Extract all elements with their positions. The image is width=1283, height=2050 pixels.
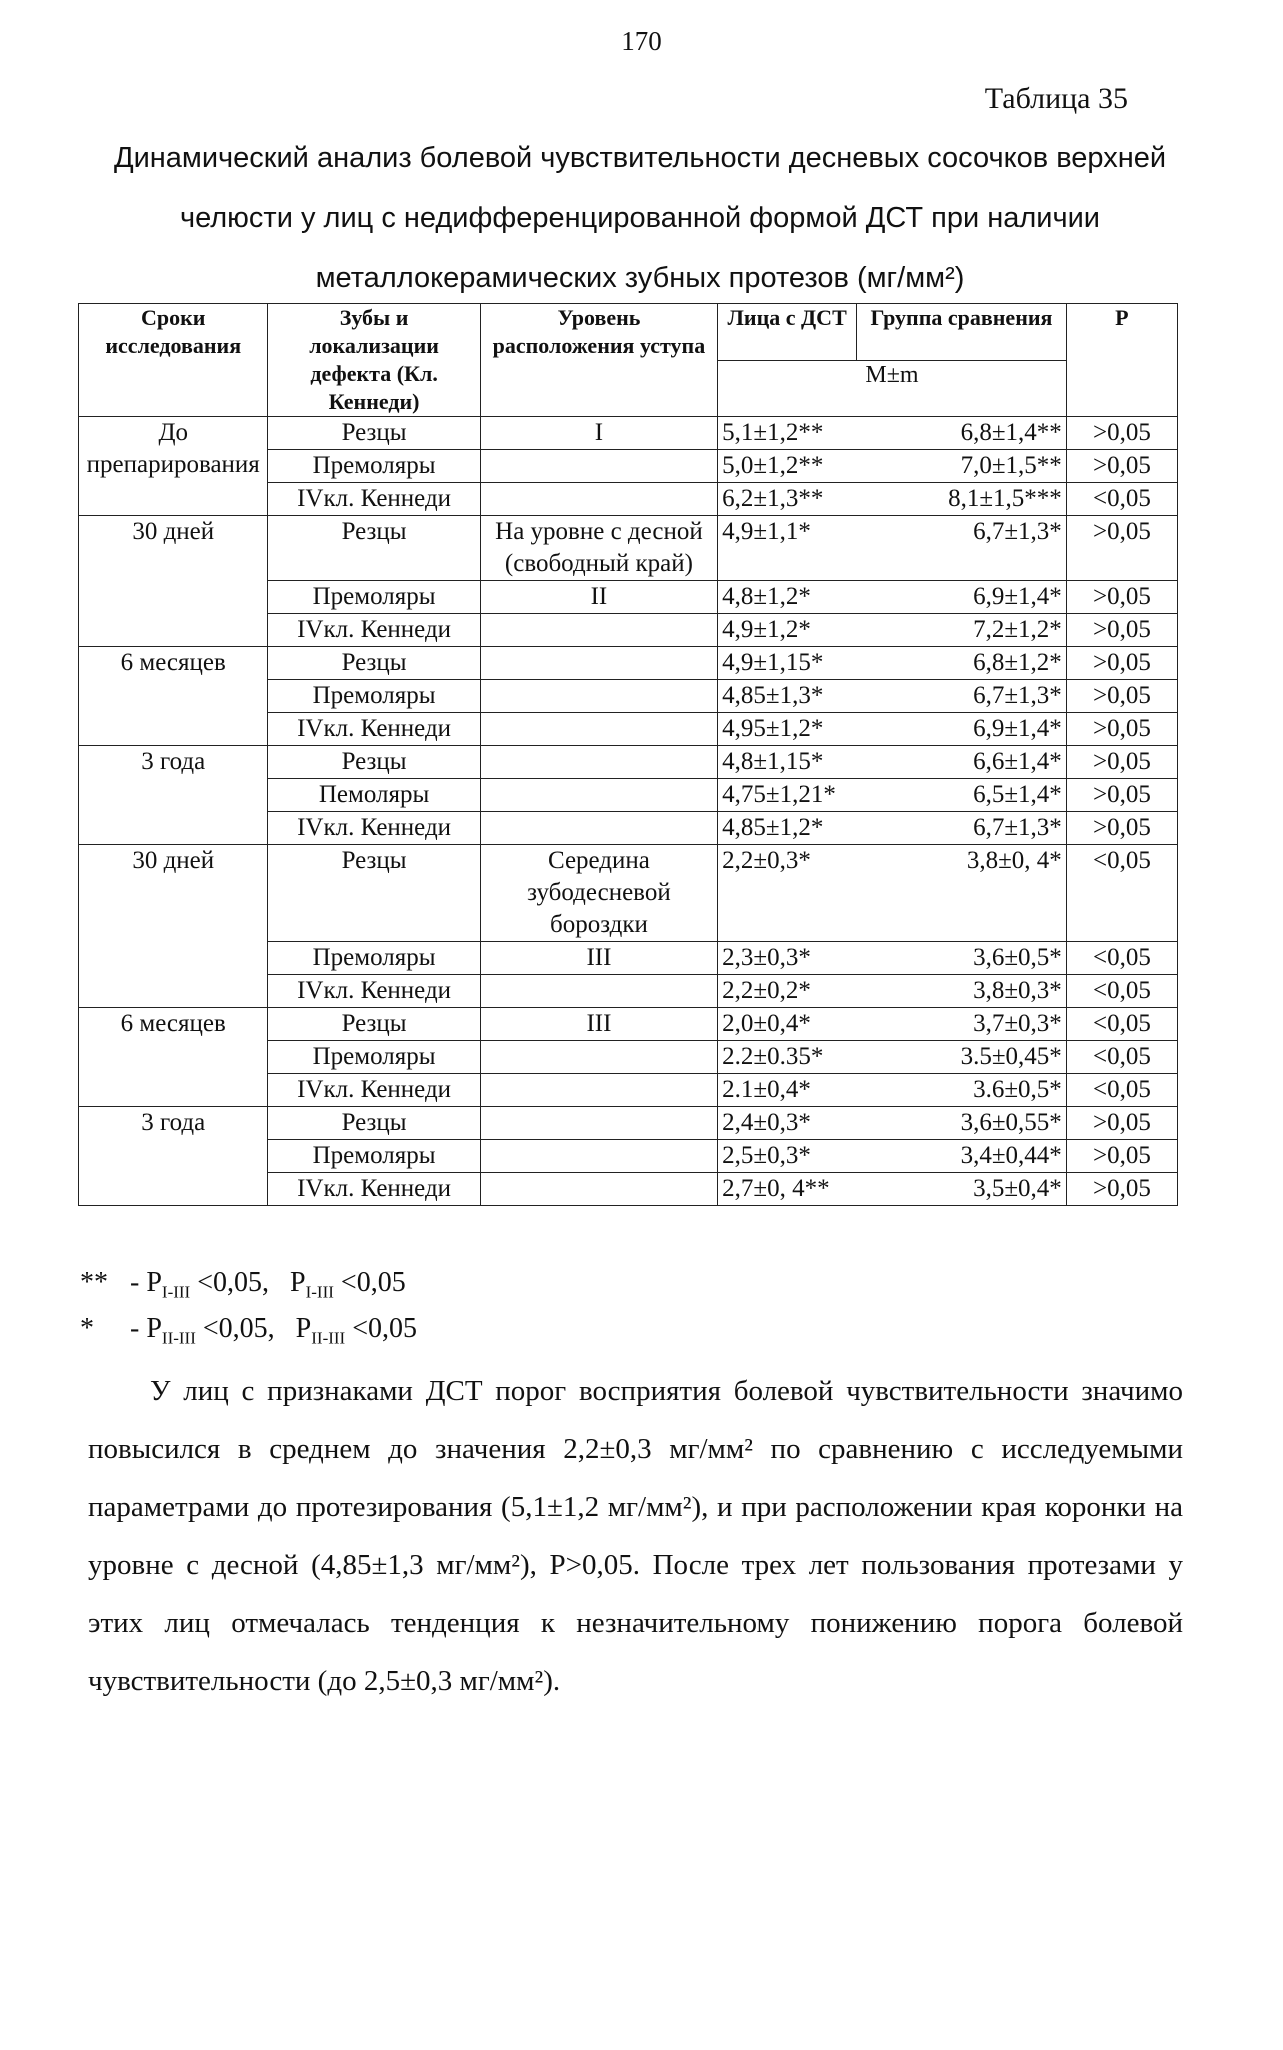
- cell-cmp: 6,5±1,4*: [857, 779, 1067, 812]
- cell-level: [480, 779, 717, 812]
- cell-p: >0,05: [1066, 614, 1177, 647]
- cell-teeth: Резцы: [268, 647, 480, 680]
- table-row: [79, 845, 1178, 942]
- footnote-sub: II-III: [161, 1328, 196, 1348]
- cell-level: [480, 1173, 717, 1206]
- cell-p: >0,05: [1066, 647, 1177, 680]
- cell-cmp: 3,6±0,5*: [857, 942, 1067, 975]
- cell-dst: 5,1±1,2**: [718, 417, 857, 450]
- cell-teeth: IVкл. Кеннеди: [268, 1074, 480, 1107]
- cell-level: [480, 1041, 717, 1074]
- cell-level: [480, 614, 717, 647]
- cell-teeth: Премоляры: [268, 1041, 480, 1074]
- cell-dst: 2.2±0.35*: [718, 1041, 857, 1074]
- footnote-text: <0,05,: [195, 1312, 275, 1344]
- cell-cmp: 3,6±0,55*: [857, 1107, 1067, 1140]
- cell-teeth: Премоляры: [268, 1140, 480, 1173]
- cell-dst: 4,8±1,15*: [718, 746, 857, 779]
- footnote-mark: **: [80, 1267, 108, 1298]
- cell-period: 3 года: [79, 1107, 268, 1206]
- cell-level: [480, 812, 717, 845]
- cell-dst: 2,2±0,3*: [718, 845, 857, 942]
- cell-dst: 6,2±1,3**: [718, 483, 857, 516]
- cell-level: Середина зубодесневой бороздки: [480, 845, 717, 942]
- cell-level: I: [480, 417, 717, 450]
- cell-p: >0,05: [1066, 812, 1177, 845]
- cell-p: >0,05: [1066, 680, 1177, 713]
- footnote-single-star: [80, 1311, 417, 1357]
- cell-level: [480, 713, 717, 746]
- cell-p: >0,05: [1066, 779, 1177, 812]
- cell-p: <0,05: [1066, 845, 1177, 942]
- cell-p: <0,05: [1066, 1008, 1177, 1041]
- footnote-sub: I-III: [161, 1282, 191, 1302]
- cell-dst: 4,75±1,21*: [718, 779, 857, 812]
- cell-cmp: 3.6±0,5*: [857, 1074, 1067, 1107]
- cell-cmp: 6,8±1,4**: [857, 417, 1067, 450]
- cell-dst: 4,95±1,2*: [718, 713, 857, 746]
- table-row: [79, 1107, 1178, 1140]
- cell-p: >0,05: [1066, 713, 1177, 746]
- cell-period: 6 месяцев: [79, 647, 268, 746]
- header-level: Уровень расположения уступа: [480, 304, 717, 417]
- cell-p: >0,05: [1066, 417, 1177, 450]
- cell-dst: 2,0±0,4*: [718, 1008, 857, 1041]
- cell-cmp: 6,7±1,3*: [857, 680, 1067, 713]
- table-row: [79, 746, 1178, 779]
- cell-dst: 4,85±1,2*: [718, 812, 857, 845]
- cell-cmp: 6,7±1,3*: [857, 812, 1067, 845]
- cell-dst: 2,3±0,3*: [718, 942, 857, 975]
- cell-p: <0,05: [1066, 483, 1177, 516]
- cell-teeth: Резцы: [268, 1107, 480, 1140]
- cell-p: >0,05: [1066, 746, 1177, 779]
- footnote-sub: I-III: [305, 1282, 334, 1302]
- cell-cmp: 6,6±1,4*: [857, 746, 1067, 779]
- table-row: [79, 417, 1178, 450]
- body-paragraph: У лиц с признаками ДСТ порог восприятия болевой чувствительности значимо повысился в среднем до значения 2,2±0,3 мг/мм² по сравнению с исследуемыми параметрами до протезирования (5,1±1,2 мг/мм²), и при расположении края коронки на уровне с десной (4,85±1,3 мг/мм²), P>0,05. После трех лет пользования протезами у этих лиц отмечалась тенденция к незначительному понижению порога болевой чувствительности (до 2,5±0,3 мг/мм²).: [88, 1375, 1183, 1697]
- cell-level: [480, 975, 717, 1008]
- cell-cmp: 7,0±1,5**: [857, 450, 1067, 483]
- cell-p: >0,05: [1066, 516, 1177, 581]
- cell-dst: 5,0±1,2**: [718, 450, 857, 483]
- cell-teeth: Премоляры: [268, 942, 480, 975]
- cell-dst: 4,9±1,1*: [718, 516, 857, 581]
- footnote-text: - P: [130, 1267, 162, 1298]
- cell-cmp: 6,7±1,3*: [857, 516, 1067, 581]
- cell-cmp: 3,4±0,44*: [857, 1140, 1067, 1173]
- cell-level: [480, 1140, 717, 1173]
- cell-period: 30 дней: [79, 516, 268, 647]
- cell-teeth: IVкл. Кеннеди: [268, 614, 480, 647]
- cell-p: >0,05: [1066, 1107, 1177, 1140]
- cell-level: На уровне с десной (свободный край): [480, 516, 717, 581]
- cell-p: >0,05: [1066, 1173, 1177, 1206]
- table-row: [79, 1008, 1178, 1041]
- cell-level: III: [480, 1008, 717, 1041]
- header-period: Сроки исследования: [79, 304, 268, 417]
- footnote-sub: II-III: [311, 1328, 346, 1348]
- cell-teeth: Резцы: [268, 1008, 480, 1041]
- footnote-text: <0,05: [345, 1312, 418, 1344]
- footnote-text: <0,05,: [190, 1267, 270, 1298]
- cell-cmp: 6,9±1,4*: [857, 581, 1067, 614]
- header-cmp: Группа сравнения: [857, 304, 1067, 361]
- cell-p: >0,05: [1066, 1140, 1177, 1173]
- cell-dst: 4,85±1,3*: [718, 680, 857, 713]
- cell-period: До препарирования: [79, 417, 268, 516]
- table-row: [79, 516, 1178, 581]
- cell-cmp: 3.5±0,45*: [857, 1041, 1067, 1074]
- header-p: P: [1066, 304, 1177, 417]
- cell-p: <0,05: [1066, 1041, 1177, 1074]
- cell-level: [480, 1107, 717, 1140]
- cell-p: <0,05: [1066, 1074, 1177, 1107]
- header-dst: Лица с ДСТ: [718, 304, 857, 361]
- cell-teeth: Премоляры: [268, 680, 480, 713]
- cell-period: 30 дней: [79, 845, 268, 1008]
- cell-teeth: Резцы: [268, 845, 480, 942]
- footnotes: [80, 1265, 417, 1356]
- cell-cmp: 6,8±1,2*: [857, 647, 1067, 680]
- cell-teeth: Резцы: [268, 516, 480, 581]
- cell-p: <0,05: [1066, 975, 1177, 1008]
- cell-level: [480, 746, 717, 779]
- footnote-text: - P: [130, 1312, 162, 1344]
- footnote-text: P: [290, 1267, 306, 1298]
- cell-level: [480, 483, 717, 516]
- header-teeth: Зубы и локализации дефекта (Кл. Кеннеди): [268, 304, 480, 417]
- cell-teeth: Резцы: [268, 417, 480, 450]
- cell-cmp: 3,7±0,3*: [857, 1008, 1067, 1041]
- cell-period: 3 года: [79, 746, 268, 845]
- cell-dst: 2.1±0,4*: [718, 1074, 857, 1107]
- cell-teeth: Премоляры: [268, 450, 480, 483]
- cell-cmp: 3,5±0,4*: [857, 1173, 1067, 1206]
- footnote-double-star: [80, 1265, 417, 1311]
- cell-teeth: IVкл. Кеннеди: [268, 1173, 480, 1206]
- cell-teeth: Резцы: [268, 746, 480, 779]
- cell-level: [480, 647, 717, 680]
- cell-p: >0,05: [1066, 581, 1177, 614]
- cell-teeth: Премоляры: [268, 581, 480, 614]
- cell-dst: 4,8±1,2*: [718, 581, 857, 614]
- cell-period: 6 месяцев: [79, 1008, 268, 1107]
- cell-level: III: [480, 942, 717, 975]
- cell-dst: 4,9±1,15*: [718, 647, 857, 680]
- cell-p: >0,05: [1066, 450, 1177, 483]
- footnote-text: <0,05: [333, 1267, 406, 1298]
- cell-teeth: IVкл. Кеннеди: [268, 713, 480, 746]
- cell-teeth: IVкл. Кеннеди: [268, 483, 480, 516]
- table-row: [79, 647, 1178, 680]
- cell-dst: 2,7±0, 4**: [718, 1173, 857, 1206]
- cell-dst: 4,9±1,2*: [718, 614, 857, 647]
- cell-cmp: 6,9±1,4*: [857, 713, 1067, 746]
- cell-level: [480, 680, 717, 713]
- footnote-mark: *: [80, 1312, 94, 1344]
- cell-teeth: IVкл. Кеннеди: [268, 812, 480, 845]
- cell-cmp: 8,1±1,5***: [857, 483, 1067, 516]
- cell-level: [480, 450, 717, 483]
- cell-cmp: 3,8±0, 4*: [857, 845, 1067, 942]
- footnote-text: P: [295, 1312, 312, 1344]
- cell-level: [480, 1074, 717, 1107]
- cell-dst: 2,2±0,2*: [718, 975, 857, 1008]
- cell-p: <0,05: [1066, 942, 1177, 975]
- cell-dst: 2,5±0,3*: [718, 1140, 857, 1173]
- header-mm: M±m: [718, 360, 1067, 417]
- cell-teeth: Пемоляры: [268, 779, 480, 812]
- data-table: [78, 303, 1178, 1206]
- cell-cmp: 3,8±0,3*: [857, 975, 1067, 1008]
- table-label: Таблица 35: [984, 82, 1128, 115]
- page-number: 170: [621, 26, 662, 56]
- cell-teeth: IVкл. Кеннеди: [268, 975, 480, 1008]
- cell-level: II: [480, 581, 717, 614]
- table-body: [79, 417, 1178, 1206]
- cell-cmp: 7,2±1,2*: [857, 614, 1067, 647]
- table-title: Динамический анализ болевой чувствительности десневых сосочков верхней челюсти у лиц с недифференцированной формой ДСТ при наличии металлокерамических зубных протезов (мг/мм²): [113, 142, 1167, 294]
- cell-dst: 2,4±0,3*: [718, 1107, 857, 1140]
